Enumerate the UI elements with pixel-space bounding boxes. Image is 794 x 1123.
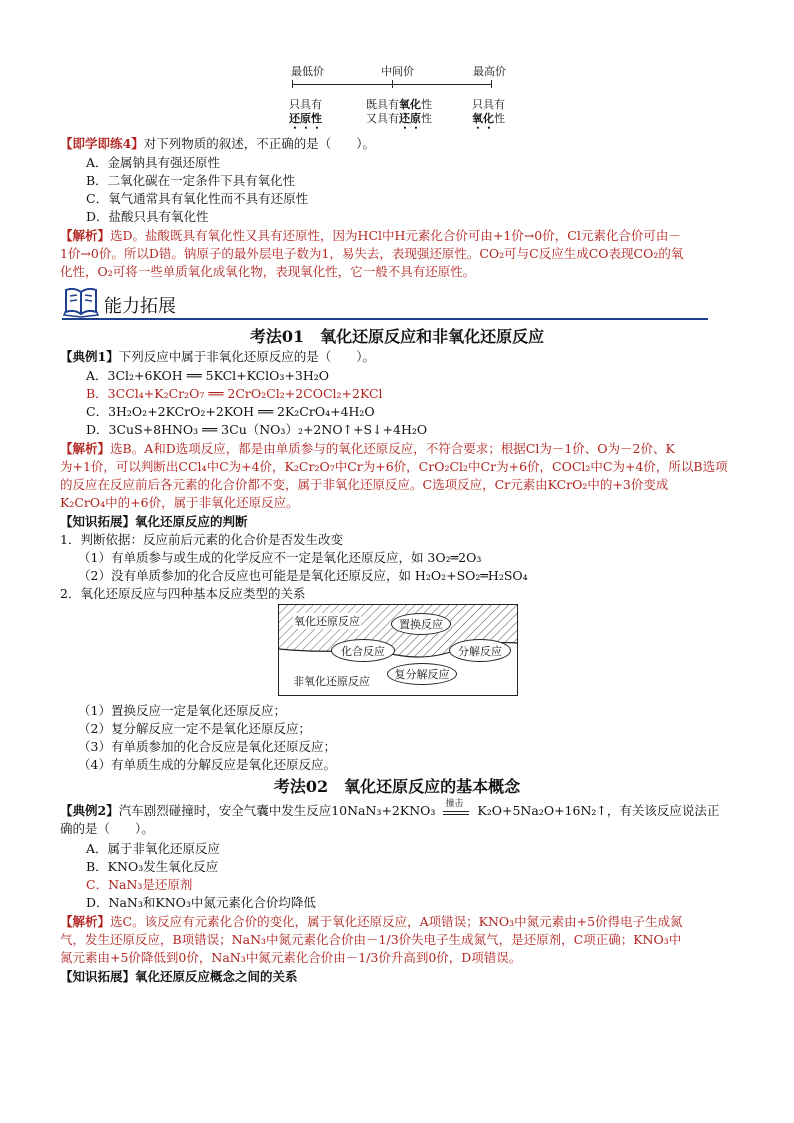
knowledge-1-point-2: 2．氧化还原反应与四种基本反应类型的关系 (60, 586, 306, 601)
example-2-question-2: 确的是（ ）。 (60, 821, 154, 836)
practice-4-analysis-3: 化性，O₂可将一些单质氧化成氧化物，表现氧化性，它一般不具有还原性。 (60, 264, 476, 279)
example-1-analysis-3: 的反应在反应前后各元素的化合价都不变，属于非氧化还原反应。C选项反应，Cr元素由KCrO₂中的+3价变成 (60, 477, 669, 492)
practice-4-option-c: C．氧气通常具有氧化性而不具有还原性 (86, 191, 309, 206)
example-1-analysis-1: 【解析】选B。A和D选项反应，都是由单质参与的氧化还原反应，不符合要求；根据Cl为－1价、O为－2价、K (60, 441, 675, 456)
practice-4-analysis-1: 【解析】选D。盐酸既具有氧化性又具有还原性，因为HCl中H元素化合价可由+1价→0价，Cl元素化合价可由－ (60, 228, 681, 243)
knowledge-1-point-1a: （1）有单质参与或生成的化学反应不一定是氧化还原反应，如 3O₂═2O₃ (78, 550, 482, 565)
example-1-option-d: D．3CuS+8HNO₃ ══ 3Cu（NO₃）₂+2NO↑+S↓+4H₂O (86, 422, 428, 437)
high-desc-2: 氧化性 (472, 112, 505, 125)
method-1-title: 考法01 氧化还原反应和非氧化还原反应 (249, 327, 545, 346)
example-1-analysis-4: K₂CrO₄中的+6价，属于非氧化还原反应。 (60, 495, 299, 510)
example-2-option-a: A．属于非氧化还原反应 (86, 841, 221, 856)
tick-low (292, 80, 293, 88)
example-1-option-b: B．3CCl₄+K₂Cr₂O₇ ══ 2CrO₂Cl₂+2COCl₂+2KCl (86, 386, 383, 401)
high-valence-label: 最高价 (473, 65, 506, 78)
reaction-condition: 撞击 (445, 798, 464, 809)
example-2-option-b: B．KNO₃发生氧化反应 (86, 859, 219, 874)
example-2-analysis-1: 【解析】选C。该反应有元素化合价的变化，属于氧化还原反应，A项错误；KNO₃中氮元素由+5价得电子生成氮 (60, 914, 683, 929)
method-2-title: 考法02 氧化还原反应的基本概念 (273, 777, 521, 796)
example-1-option-a: A．3Cl₂+6KOH ══ 5KCl+KClO₃+3H₂O (86, 368, 330, 383)
section-title: 能力拓展 (104, 296, 176, 317)
reaction-arrow (443, 798, 469, 819)
venn-note-1: （1）置换反应一定是氧化还原反应； (78, 703, 286, 718)
example-2-option-c: C．NaN₃是还原剂 (86, 877, 193, 892)
practice-4-analysis-2: 1价→0价。所以D错。钠原子的最外层电子数为1，易失去，表现强还原性。CO₂可与C反应生成CO表现CO₂的氧 (60, 246, 684, 261)
practice-4-option-b: B．二氧化碳在一定条件下具有氧化性 (86, 173, 296, 188)
example-2-option-d: D．NaN₃和KNO₃中氮元素化合价均降低 (86, 895, 316, 910)
example-2-analysis-3: 氮元素由+5价降低到0价，NaN₃中氮元素化合价由－1/3价升高到0价，D项错误。 (60, 950, 522, 965)
mid-desc-1: 既具有氧化性 (366, 98, 432, 111)
high-desc-1: 只具有 (472, 98, 505, 111)
knowledge-1-heading: 【知识拓展】氧化还原反应的判断 (60, 514, 248, 529)
section-rule (62, 318, 708, 320)
book-icon (62, 284, 100, 318)
example-1-option-c: C．3H₂O₂+2KCrO₂+2KOH ══ 2K₂CrO₄+4H₂O (86, 404, 375, 419)
example-1-question: 【典例1】下列反应中属于非氧化还原反应的是（ ）。 (60, 349, 375, 364)
venn-displacement: 置换反应 (391, 613, 451, 635)
venn-nonredox-label: 非氧化还原反应 (293, 675, 370, 688)
venn-redox-label: 氧化还原反应 (294, 615, 360, 628)
low-desc-1: 只具有 (289, 98, 322, 111)
knowledge-1-point-1b: （2）没有单质参加的化合反应也可能是是氧化还原反应，如 H₂O₂+SO₂═H₂SO₄ (78, 568, 528, 583)
low-valence-label: 最低价 (291, 65, 324, 78)
practice-4-question: 【即学即练4】对下列物质的叙述，不正确的是（ ）。 (60, 136, 375, 151)
example-2-analysis-2: 气，发生还原反应，B项错误；NaN₃中氮元素化合价由－1/3价失电子生成氮气，是还原剂，C项正确；KNO₃中 (60, 932, 682, 947)
mid-desc-2: 又具有还原性 (366, 112, 432, 125)
tick-high (491, 80, 492, 88)
mid-valence-label: 中间价 (381, 65, 414, 78)
redox-venn-diagram (278, 604, 518, 696)
knowledge-2-heading: 【知识拓展】氧化还原反应概念之间的关系 (60, 969, 298, 984)
venn-decomposition: 分解反应 (449, 639, 511, 662)
knowledge-1-point-1: 1．判断依据：反应前后元素的化合价是否发生改变 (60, 532, 343, 547)
practice-4-option-a: A．金属钠具有强还原性 (86, 155, 221, 170)
venn-note-2: （2）复分解反应一定不是氧化还原反应； (78, 721, 311, 736)
example-1-analysis-2: 为+1价，可以判断出CCl₄中C为+4价，K₂Cr₂O₇中Cr为+6价，CrO₂Cl₂中Cr为+6价，COCl₂中C为+4价，所以B选项 (60, 459, 728, 474)
practice-4-option-d: D．盐酸只具有氧化性 (86, 209, 209, 224)
venn-double-decomposition: 复分解反应 (387, 663, 457, 685)
low-desc-2: 还原性 (289, 112, 322, 125)
venn-note-3: （3）有单质参加的化合反应是氧化还原反应； (78, 739, 336, 754)
example-2-question-1: 【典例2】汽车剧烈碰撞时，安全气囊中发生反应10NaN₃+2KNO₃ 撞击 K₂O+5Na₂O+16N₂↑，有关该反应说法正 (60, 802, 719, 819)
tick-mid (392, 80, 393, 88)
venn-note-4: （4）有单质生成的分解反应是氧化还原反应。 (78, 757, 336, 772)
venn-combination: 化合反应 (331, 639, 395, 662)
